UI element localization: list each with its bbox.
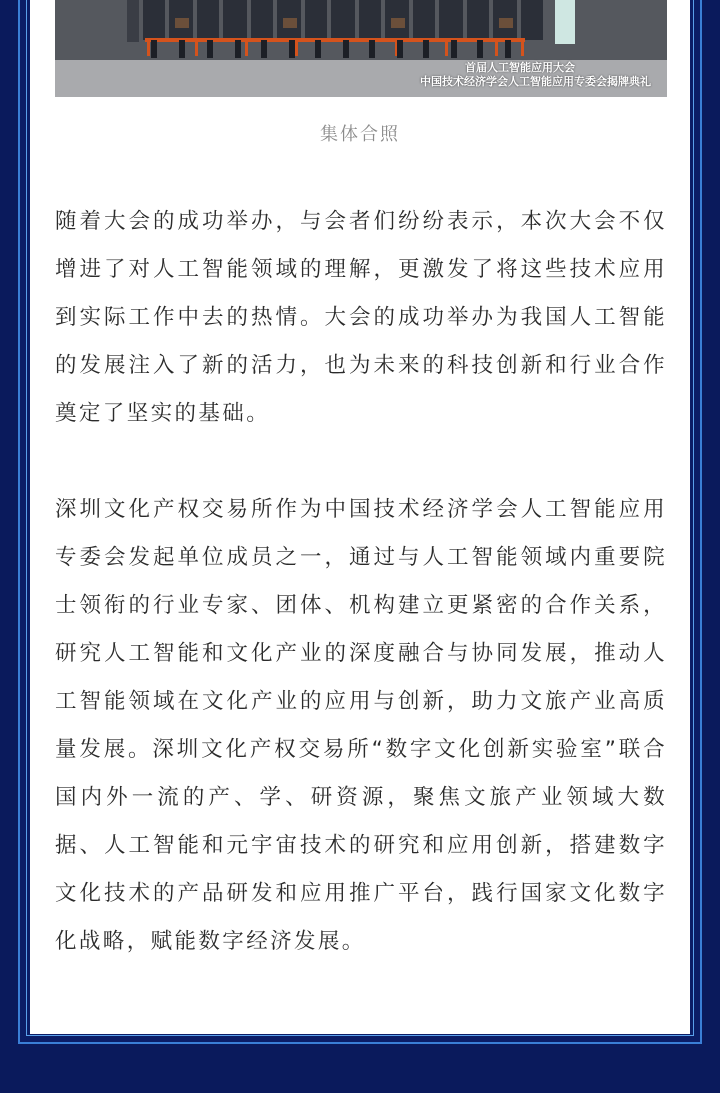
paragraph-1: 随着大会的成功举办，与会者们纷纷表示，本次大会不仅增进了对人工智能领域的理解，更激发了将这些技术应用到实际工作中去的热情。大会的成功举办为我国人工智能的发展注入了新的活力，也为未来的科技创新和行业合作奠定了坚实的基础。 bbox=[55, 209, 667, 426]
group-photo bbox=[55, 0, 667, 97]
photo-caption: 集体合照 bbox=[320, 124, 400, 145]
photo-banner-subtitle: 中国技术经济学会人工智能应用专委会揭牌典礼 bbox=[420, 75, 651, 88]
photo-banner-title: 首届人工智能应用大会 bbox=[465, 61, 575, 74]
paragraph-2: 深圳文化产权交易所作为中国技术经济学会人工智能应用专委会发起单位成员之一，通过与人工智能领域内重要院士领衔的行业专家、团体、机构建立更紧密的合作关系，研究人工智能和文化产业的深度融合与协同发展，推动人工智能领域在文化产业的应用与创新，助力文旅产业高质量发展。深圳文化产权交易所“数字文化创新实验室”联合国内外一流的产、学、研资源，聚焦文旅产业领域大数据、人工智能和元宇宙技术的研究和应用创新，搭建数字文化技术的产品研发和应用推广平台，践行国家文化数字化战略，赋能数字经济发展。 bbox=[55, 497, 667, 954]
article-card bbox=[30, 0, 690, 1034]
